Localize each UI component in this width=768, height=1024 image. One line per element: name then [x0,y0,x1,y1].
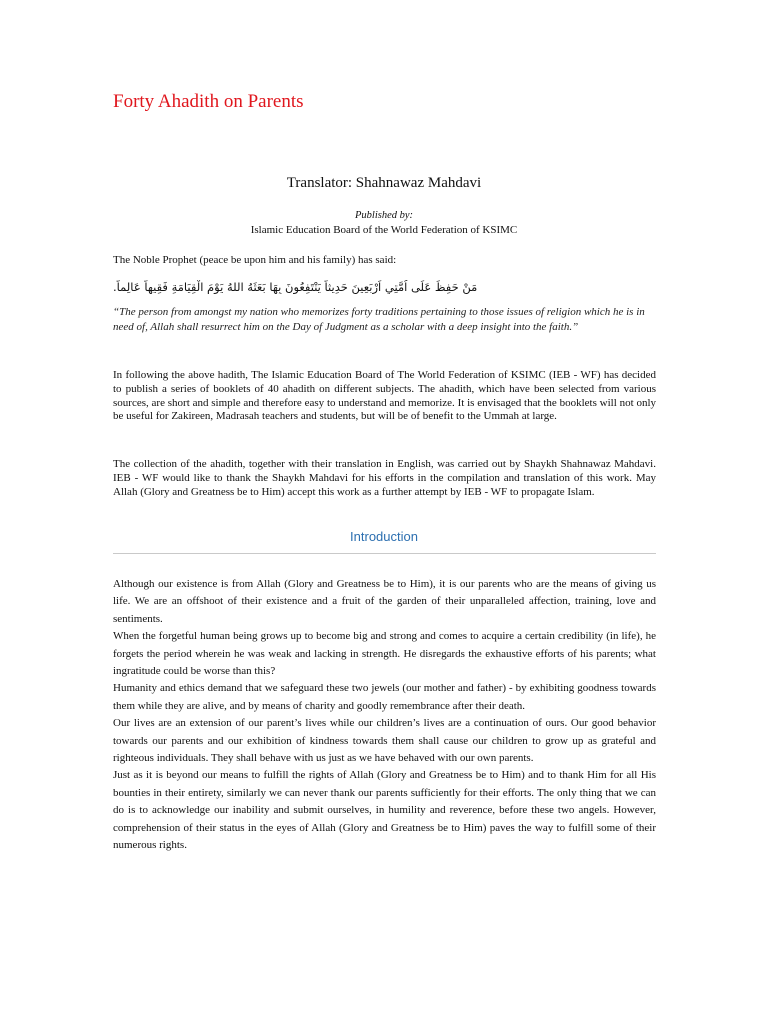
intro-paragraph: Humanity and ethics demand that we safeguard these two jewels (our mother and father) - by exhibiting goodness towards them while they are alive, and by means of charity and goodly remembrance after their death. [113,682,656,712]
foreword-paragraph-2: The collection of the ahadith, together with their translation in English, was carried out by Shaykh Shahnawaz Mahdavi. IEB - WF would like to thank the Shaykh Mahdavi for his efforts in the compilation and translation of this work. May Allah (Glory and Greatness be to Him) accept this work as a further attempt by IEB - WF to propagate Islam. [113,458,656,498]
published-by-label: Published by: [354,210,414,221]
intro-paragraph: Our lives are an extension of our parent’s lives while our children’s lives are a continuation of ours. Our good behavior towards our parents and our exhibition of kindness towards them shall cause our children to grow up as grateful and righteous individuals. They shall behave with us just as we have behaved with our own parents. [113,717,656,765]
document-title: Forty Ahadith on Parents [113,91,304,112]
translator-line: Translator: Shahnawaz Mahdavi [286,175,482,191]
intro-paragraph: Although our existence is from Allah (Glory and Greatness be to Him), it is our parents who are the means of giving us life. We are an offshoot of their existence and a fruit of the garden of their unparalleled affection, training, love and sentiments. [113,578,656,625]
intro-paragraph: Just as it is beyond our means to fulfill the rights of Allah (Glory and Greatness be to Him) and to thank Him for all His bounties in their entirety, similarly we can never thank our parents sufficiently for their efforts. The only thing that we can do is to acknowledge our inability and submit ourselves, in humility and reverence, before these two angels. However, comprehension of their status in the eyes of Allah (Glory and Greatness be to Him) paves the way to fulfill some of their numerous rights. [113,769,656,852]
publisher-name: Islamic Education Board of the World Federation of KSIMC [250,224,518,236]
foreword-paragraph-1: In following the above hadith, The Islamic Education Board of The World Federation of KSIMC (IEB - WF) has decided to publish a series of booklets of 40 ahadith on different subjects. The ahadith, which have been selected from various sources, are short and simple and therefore easy to understand and memorize. It is envisaged that the booklets will not only be useful for Zakireen, Madrasah teachers and students, but will be of benefit to the Ummah at large. [113,369,656,423]
hadith-translation-quote: “The person from amongst my nation who memorizes forty traditions pertaining to those issues of religion which he is in need of, Allah shall resurrect him on the Day of Judgment as a scholar with a deep insight into the faith.” [113,306,645,333]
intro-paragraph: When the forgetful human being grows up to become big and strong and comes to acquire a certain credibility (in life), he forgets the period wherein he was weak and lacking in strength. He disregards the exhaustive efforts of his parents; what ingratitude could be worse than this? [113,630,656,678]
prophet-said-line: The Noble Prophet (peace be upon him and his family) has said: [113,254,397,266]
arabic-hadith: مَنْ حَفِظَ عَلَى اُمَّتِي اَرْبَعِينَ حَدِيثاً يَنْتَفِعُونَ بِهَا بَعَثَهُ اللهُ يَوْمَ الْقِيَامَةِ فَقِيهاً عَالِماً. [113,280,478,294]
introduction-heading: Introduction [350,529,418,544]
introduction-body [113,576,656,855]
section-divider [113,553,656,554]
